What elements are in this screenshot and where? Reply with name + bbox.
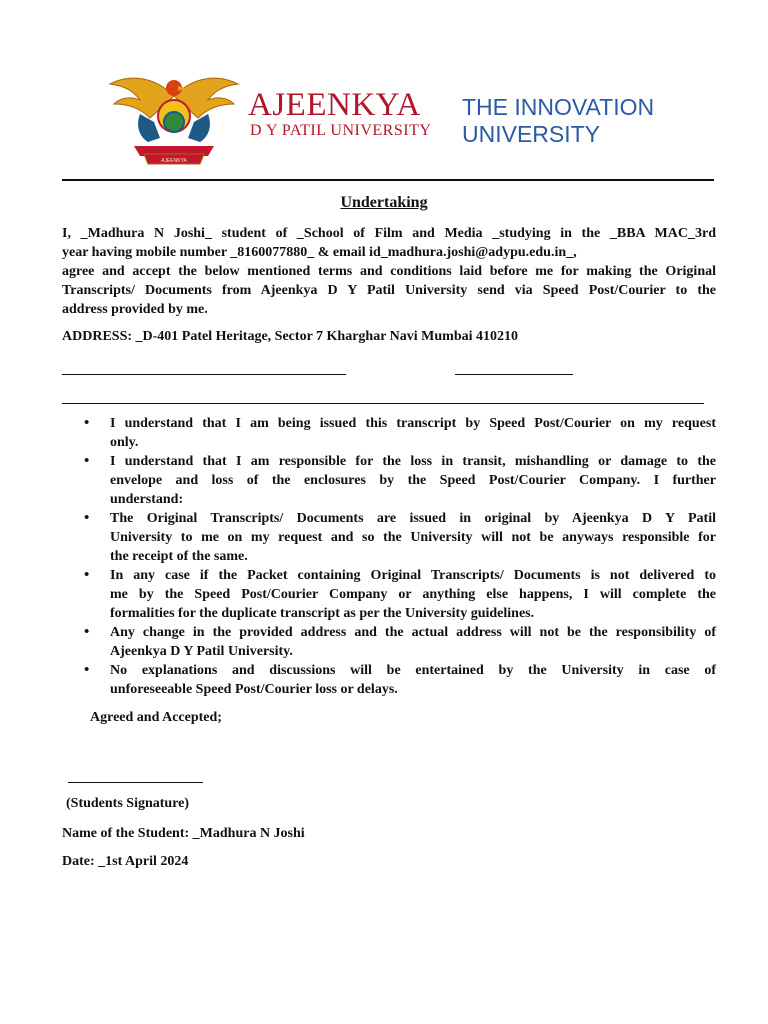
university-tagline <box>462 94 654 148</box>
term-line: • The Original Transcripts/ Documents are issued in original by Ajeenkya D Y Patil <box>110 511 716 526</box>
term-item <box>62 566 716 623</box>
university-emblem-icon <box>104 66 244 166</box>
university-name-sub: D Y PATIL UNIVERSITY <box>250 122 432 139</box>
blank-line <box>62 403 704 404</box>
emblem-ribbon-text: AJEENKYA <box>161 158 187 164</box>
signature-label: (Students Signature) <box>66 796 190 811</box>
term-line: Ajeenkya D Y Patil University. <box>110 644 293 659</box>
term-line: • No explanations and discussions will be entertained by the University in case of <box>110 663 716 678</box>
terms-list <box>62 414 716 699</box>
intro-line: agree and accept the below mentioned terms and conditions laid before me for making the Original <box>62 264 716 279</box>
tagline-line-1: THE INNOVATION <box>462 94 655 120</box>
address-line: ADDRESS: _D-401 Patel Heritage, Sector 7 Kharghar Navi Mumbai 410210 <box>62 329 518 344</box>
term-line: formalities for the duplicate transcript as per the University guidelines. <box>110 606 535 621</box>
term-item <box>62 452 716 509</box>
intro-line: address provided by me. <box>62 302 208 317</box>
term-line: the receipt of the same. <box>110 549 248 564</box>
term-item <box>62 509 716 566</box>
intro-line: year having mobile number _8160077880_ & email id_madhura.joshi@adypu.edu.in_, <box>62 245 577 260</box>
term-item <box>62 661 716 699</box>
university-name <box>248 88 431 140</box>
document-title: Undertaking <box>340 194 428 211</box>
agreed-accepted: Agreed and Accepted; <box>90 710 222 725</box>
term-item <box>62 623 716 661</box>
signature-line <box>68 782 203 783</box>
tagline-line-2: UNIVERSITY <box>462 121 601 147</box>
term-line: only. <box>110 435 139 450</box>
student-name: Name of the Student: _Madhura N Joshi <box>62 826 305 841</box>
blank-line <box>62 374 346 375</box>
intro-line: I, _Madhura N Joshi_ student of _School of Film and Media _studying in the _BBA MAC_3rd <box>62 226 716 241</box>
term-line: envelope and loss of the enclosures by the Speed Post/Courier Company. I further <box>110 473 716 488</box>
university-name-main: AJEENKYA <box>248 87 421 123</box>
term-line: understand: <box>110 492 184 507</box>
term-line: • In any case if the Packet containing Original Transcripts/ Documents is not delivered to <box>110 568 716 583</box>
term-item <box>62 414 716 452</box>
term-line: me by the Speed Post/Courier Company or anything else happens, I will complete the <box>110 587 716 602</box>
intro-line: Transcripts/ Documents from Ajeenkya D Y Patil University send via Speed Post/Courier to the <box>62 283 716 298</box>
blank-line <box>455 374 573 375</box>
intro-paragraph <box>62 224 716 319</box>
header-divider <box>62 179 714 181</box>
letterhead <box>100 62 720 172</box>
document-date: Date: _1st April 2024 <box>62 854 189 869</box>
term-line: unforeseeable Speed Post/Courier loss or delays. <box>110 682 398 697</box>
term-line: • Any change in the provided address and the actual address will not be the responsibility of <box>110 625 716 640</box>
term-line: • I understand that I am being issued this transcript by Speed Post/Courier on my request <box>110 416 716 431</box>
term-line: University to me on my request and so the University will not be anyways responsible for <box>110 530 716 545</box>
term-line: • I understand that I am responsible for the loss in transit, mishandling or damage to the <box>110 454 716 469</box>
